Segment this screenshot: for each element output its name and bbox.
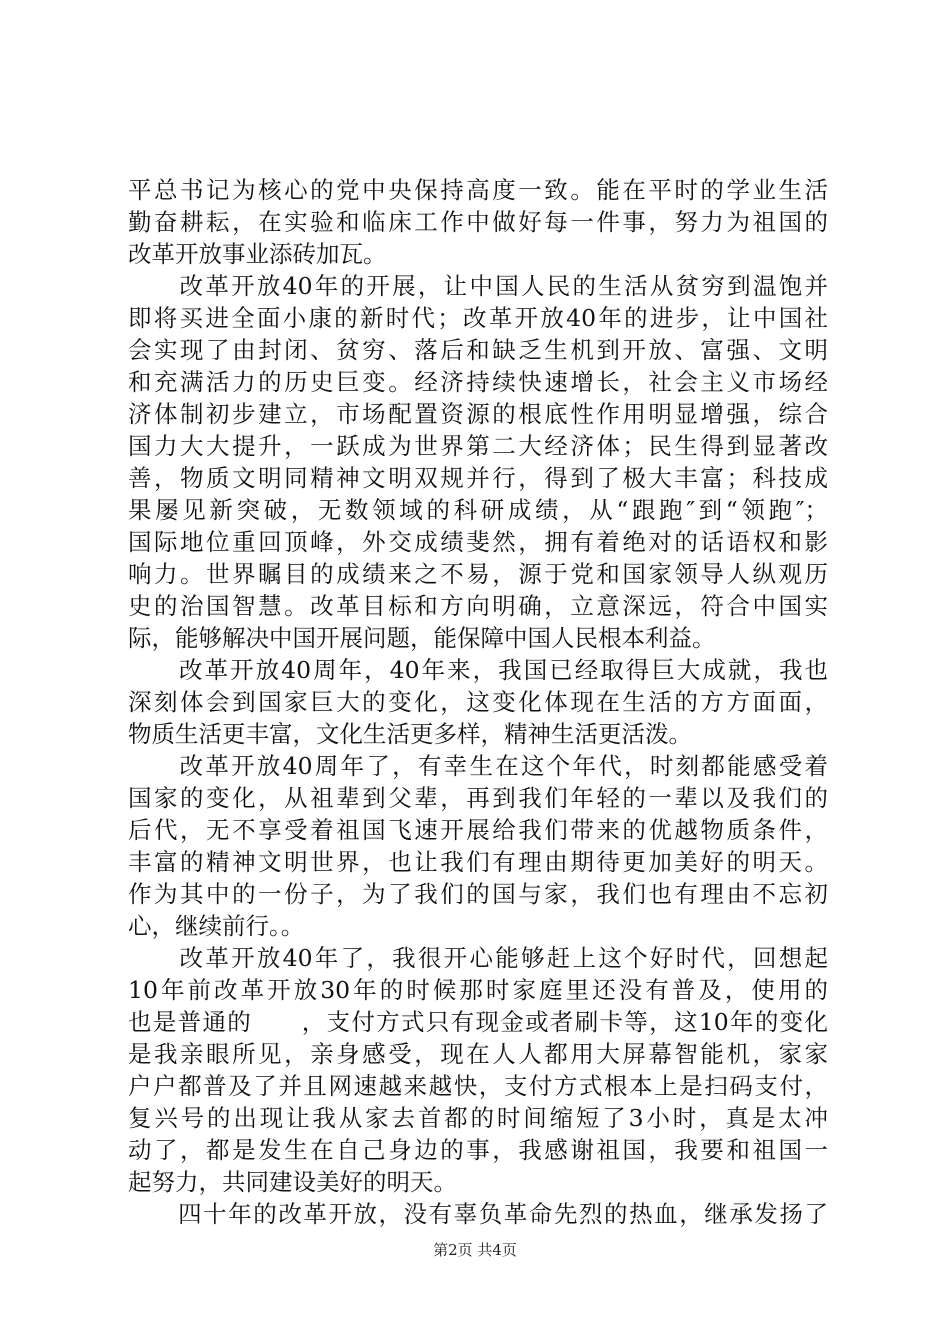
page-footer xyxy=(0,1240,950,1260)
body-text xyxy=(128,174,828,1230)
text-line: 和充满活力的历史巨变。经济持续快速增长，社会主义市场经 xyxy=(128,368,828,396)
text-line: 改革开放40周年了，有幸生在这个年代，时刻都能感受着 xyxy=(128,752,828,780)
text-line: 史的治国智慧。改革目标和方向明确，立意深远，符合中国实 xyxy=(128,592,828,620)
page-number: 第2页 共4页 xyxy=(433,1241,517,1259)
text-line: 果屡见新突破，无数领域的科研成绩，从“跟跑″到“领跑″； xyxy=(128,496,828,524)
text-line: 会实现了由封闭、贫穷、落后和缺乏生机到开放、富强、文明 xyxy=(128,336,828,364)
text-line: 深刻体会到国家巨大的变化，这变化体现在生活的方方面面， xyxy=(128,688,828,716)
text-line: 四十年的改革开放，没有辜负革命先烈的热血，继承发扬了 xyxy=(128,1200,828,1228)
text-line: 后代，无不享受着祖国飞速开展给我们带来的优越物质条件， xyxy=(128,816,828,844)
text-line: 心，继续前行。。 xyxy=(128,912,305,940)
text-line: 济体制初步建立，市场配置资源的根底性作用明显增强，综合 xyxy=(128,400,828,428)
text-line: 也是普通的 ，支付方式只有现金或者刷卡等，这10年的变化 xyxy=(128,1008,828,1036)
text-line: 际，能够解决中国开展问题，能保障中国人民根本利益。 xyxy=(128,624,716,652)
text-line: 丰富的精神文明世界，也让我们有理由期待更加美好的明天。 xyxy=(128,848,828,876)
text-line: 国际地位重回顶峰，外交成绩斐然，拥有着绝对的话语权和影 xyxy=(128,528,828,556)
text-line: 10年前改革开放30年的时候那时家庭里还没有普及，使用的 xyxy=(128,976,828,1004)
text-line: 改革开放40年的开展，让中国人民的生活从贫穷到温饱并 xyxy=(128,272,828,300)
text-line: 国力大大提升，一跃成为世界第二大经济体；民生得到显著改 xyxy=(128,432,828,460)
text-line: 改革开放事业添砖加瓦。 xyxy=(128,240,387,268)
text-line: 平总书记为核心的党中央保持高度一致。能在平时的学业生活 xyxy=(128,176,828,204)
text-line: 动了，都是发生在自己身边的事，我感谢祖国，我要和祖国一 xyxy=(128,1136,828,1164)
text-line: 复兴号的出现让我从家去首都的时间缩短了3小时，真是太冲 xyxy=(128,1104,828,1132)
text-line: 是我亲眼所见，亲身感受，现在人人都用大屏幕智能机，家家 xyxy=(128,1040,828,1068)
text-line: 国家的变化，从祖辈到父辈，再到我们年轻的一辈以及我们的 xyxy=(128,784,828,812)
text-line: 物质生活更丰富，文化生活更多样，精神生活更活泼。 xyxy=(128,720,692,748)
text-line: 勤奋耕耘，在实验和临床工作中做好每一件事，努力为祖国的 xyxy=(128,208,828,236)
text-line: 户户都普及了并且网速越来越快，支付方式根本上是扫码支付， xyxy=(128,1072,828,1100)
text-line: 作为其中的一份子，为了我们的国与家，我们也有理由不忘初 xyxy=(128,880,828,908)
text-line: 善，物质文明同精神文明双规并行，得到了极大丰富；科技成 xyxy=(128,464,828,492)
text-line: 即将买进全面小康的新时代；改革开放40年的进步，让中国社 xyxy=(128,304,828,332)
text-line: 起努力，共同建设美好的明天。 xyxy=(128,1168,457,1196)
text-line: 改革开放40年了，我很开心能够赶上这个好时代，回想起 xyxy=(128,944,828,972)
text-line: 改革开放40周年，40年来，我国已经取得巨大成就，我也 xyxy=(128,656,828,684)
text-line: 响力。世界瞩目的成绩来之不易，源于党和国家领导人纵观历 xyxy=(128,560,828,588)
